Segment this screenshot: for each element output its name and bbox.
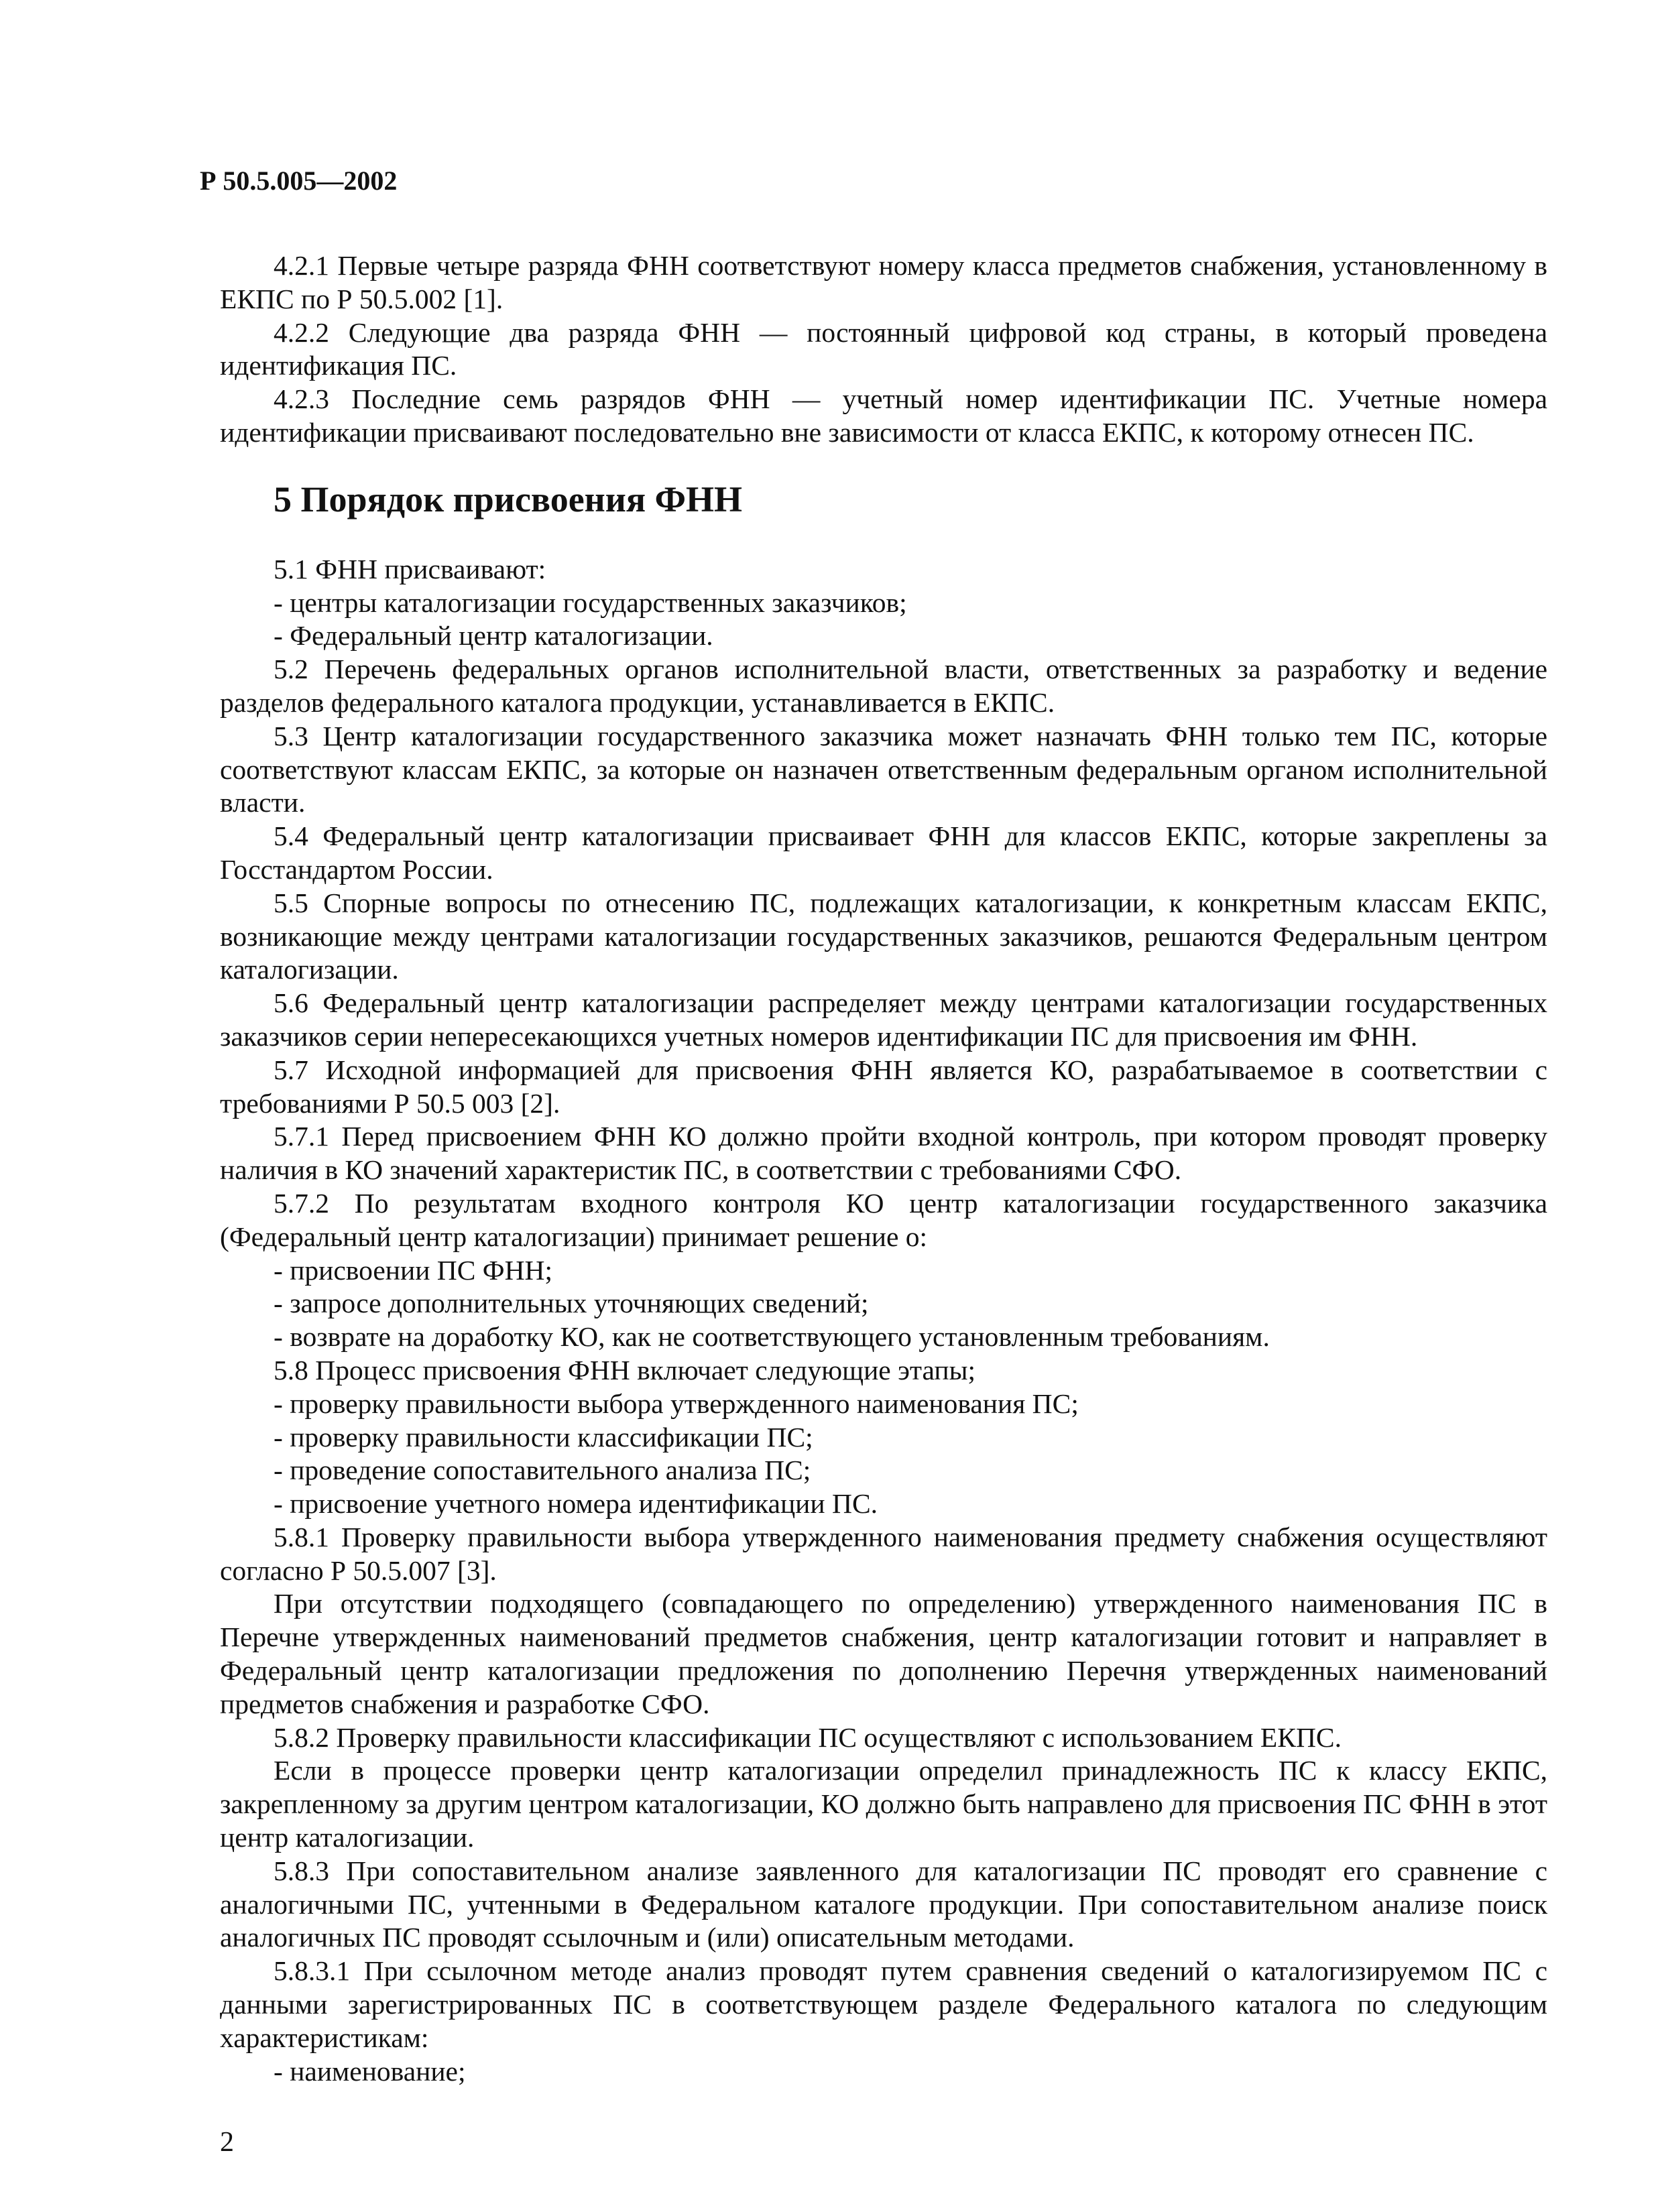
list-item: - присвоение учетного номера идентификации ПС. bbox=[274, 1488, 878, 1520]
paragraph: 5.2 Перечень федеральных органов исполнительной власти, ответственных за разработку и ведение разделов федерального каталога продукции, устанавливается в ЕКПС. bbox=[220, 654, 1547, 718]
paragraph: 5.3 Центр каталогизации государственного заказчика может назначать ФНН только тем ПС, которые соответствуют классам ЕКПС, за которые он назначен ответственным федеральным органом исполнительной власти. bbox=[220, 720, 1547, 818]
paragraph: 4.2.2 Следующие два разряда ФНН — постоянный цифровой код страны, в который проведена идентификация ПС. bbox=[220, 316, 1547, 381]
paragraph: 4.2.3 Последние семь разрядов ФНН — учетный номер идентификации ПС. Учетные номера идентификации присваивают последовательно вне зависимости от класса ЕКПС, к которому отнесен ПС. bbox=[220, 383, 1547, 448]
list-item: - Федеральный центр каталогизации. bbox=[274, 620, 713, 652]
list-item: - проверку правильности выбора утвержденного наименования ПС; bbox=[274, 1388, 1079, 1419]
list-item: - проведение сопоставительного анализа ПС; bbox=[274, 1455, 811, 1486]
paragraph: 5.6 Федеральный центр каталогизации распределяет между центрами каталогизации государственных заказчиков серии непересекающихся учетных номеров идентификации ПС для присвоения им ФНН. bbox=[220, 987, 1547, 1052]
paragraph: Если в процессе проверки центр каталогизации определил принадлежность ПС к классу ЕКПС, закрепленному за другим центром каталогизации, КО должно быть направлено для присвоения ПС ФНН в этот центр каталогизации. bbox=[220, 1755, 1547, 1853]
paragraph: 5.7.1 Перед присвоением ФНН КО должно пройти входной контроль, при котором проводят проверку наличия в КО значений характеристик ПС, в соответствии с требованиями СФО. bbox=[220, 1121, 1547, 1186]
paragraph: 5.8.2 Проверку правильности классификации ПС осуществляют с использованием ЕКПС. bbox=[274, 1721, 1342, 1753]
paragraph: 4.2.1 Первые четыре разряда ФНН соответствуют номеру класса предметов снабжения, установленному в ЕКПС по Р 50.5.002 [1]. bbox=[220, 250, 1547, 314]
paragraph: 5.4 Федеральный центр каталогизации присваивает ФНН для классов ЕКПС, которые закреплены за Госстандартом России. bbox=[220, 820, 1547, 885]
list-item: - наименование; bbox=[274, 2055, 466, 2087]
paragraph: 5.8 Процесс присвоения ФНН включает следующие этапы; bbox=[274, 1354, 976, 1386]
list-item: - проверку правильности классификации ПС; bbox=[274, 1421, 813, 1453]
paragraph: 5.5 Спорные вопросы по отнесению ПС, подлежащих каталогизации, к конкретным классам ЕКПС, возникающие между центрами каталогизации государственных заказчиков, решаются Федеральным центром каталогизации. bbox=[220, 887, 1547, 985]
list-item: - возврате на доработку КО, как не соответствующего установленным требованиям. bbox=[274, 1321, 1270, 1353]
paragraph: При отсутствии подходящего (совпадающего по определению) утвержденного наименования ПС в Перечне утвержденных наименований предметов снабжения, центр каталогизации готовит и направляет в Федеральный центр каталогизации предложения по дополнению Перечня утвержденных наименований предметов снабжения и разработке СФО. bbox=[220, 1588, 1547, 1719]
paragraph: 5.1 ФНН присваивают: bbox=[274, 553, 546, 585]
page-number: 2 bbox=[220, 2127, 234, 2158]
document-code-header: Р 50.5.005—2002 bbox=[200, 166, 398, 196]
list-item: - присвоении ПС ФНН; bbox=[274, 1254, 553, 1286]
list-item: - центры каталогизации государственных заказчиков; bbox=[274, 587, 907, 618]
paragraph: 5.8.3 При сопоставительном анализе заявленного для каталогизации ПС проводят его сравнение с аналогичными ПС, учтенными в Федеральном каталоге продукции. При сопоставительном анализе поиск аналогичных ПС проводят ссылочным и (или) описательным методами. bbox=[220, 1855, 1547, 1953]
paragraph: 5.8.3.1 При ссылочном методе анализ проводят путем сравнения сведений о каталогизируемом ПС с данными зарегистрированных ПС в соответствующем разделе Федерального каталога по следующим характеристикам: bbox=[220, 1955, 1547, 2053]
paragraph: 5.7 Исходной информацией для присвоения ФНН является КО, разрабатываемое в соответствии с требованиями Р 50.5 003 [2]. bbox=[220, 1054, 1547, 1119]
paragraph: 5.7.2 По результатам входного контроля КО центр каталогизации государственного заказчика (Федеральный центр каталогизации) принимает решение о: bbox=[220, 1187, 1547, 1252]
list-item: - запросе дополнительных уточняющих сведений; bbox=[274, 1288, 869, 1319]
paragraph: 5.8.1 Проверку правильности выбора утвержденного наименования предмету снабжения осуществляют согласно Р 50.5.007 [3]. bbox=[220, 1521, 1547, 1586]
section-heading: 5 Порядок присвоения ФНН bbox=[274, 479, 742, 519]
document-body bbox=[220, 249, 1547, 2088]
